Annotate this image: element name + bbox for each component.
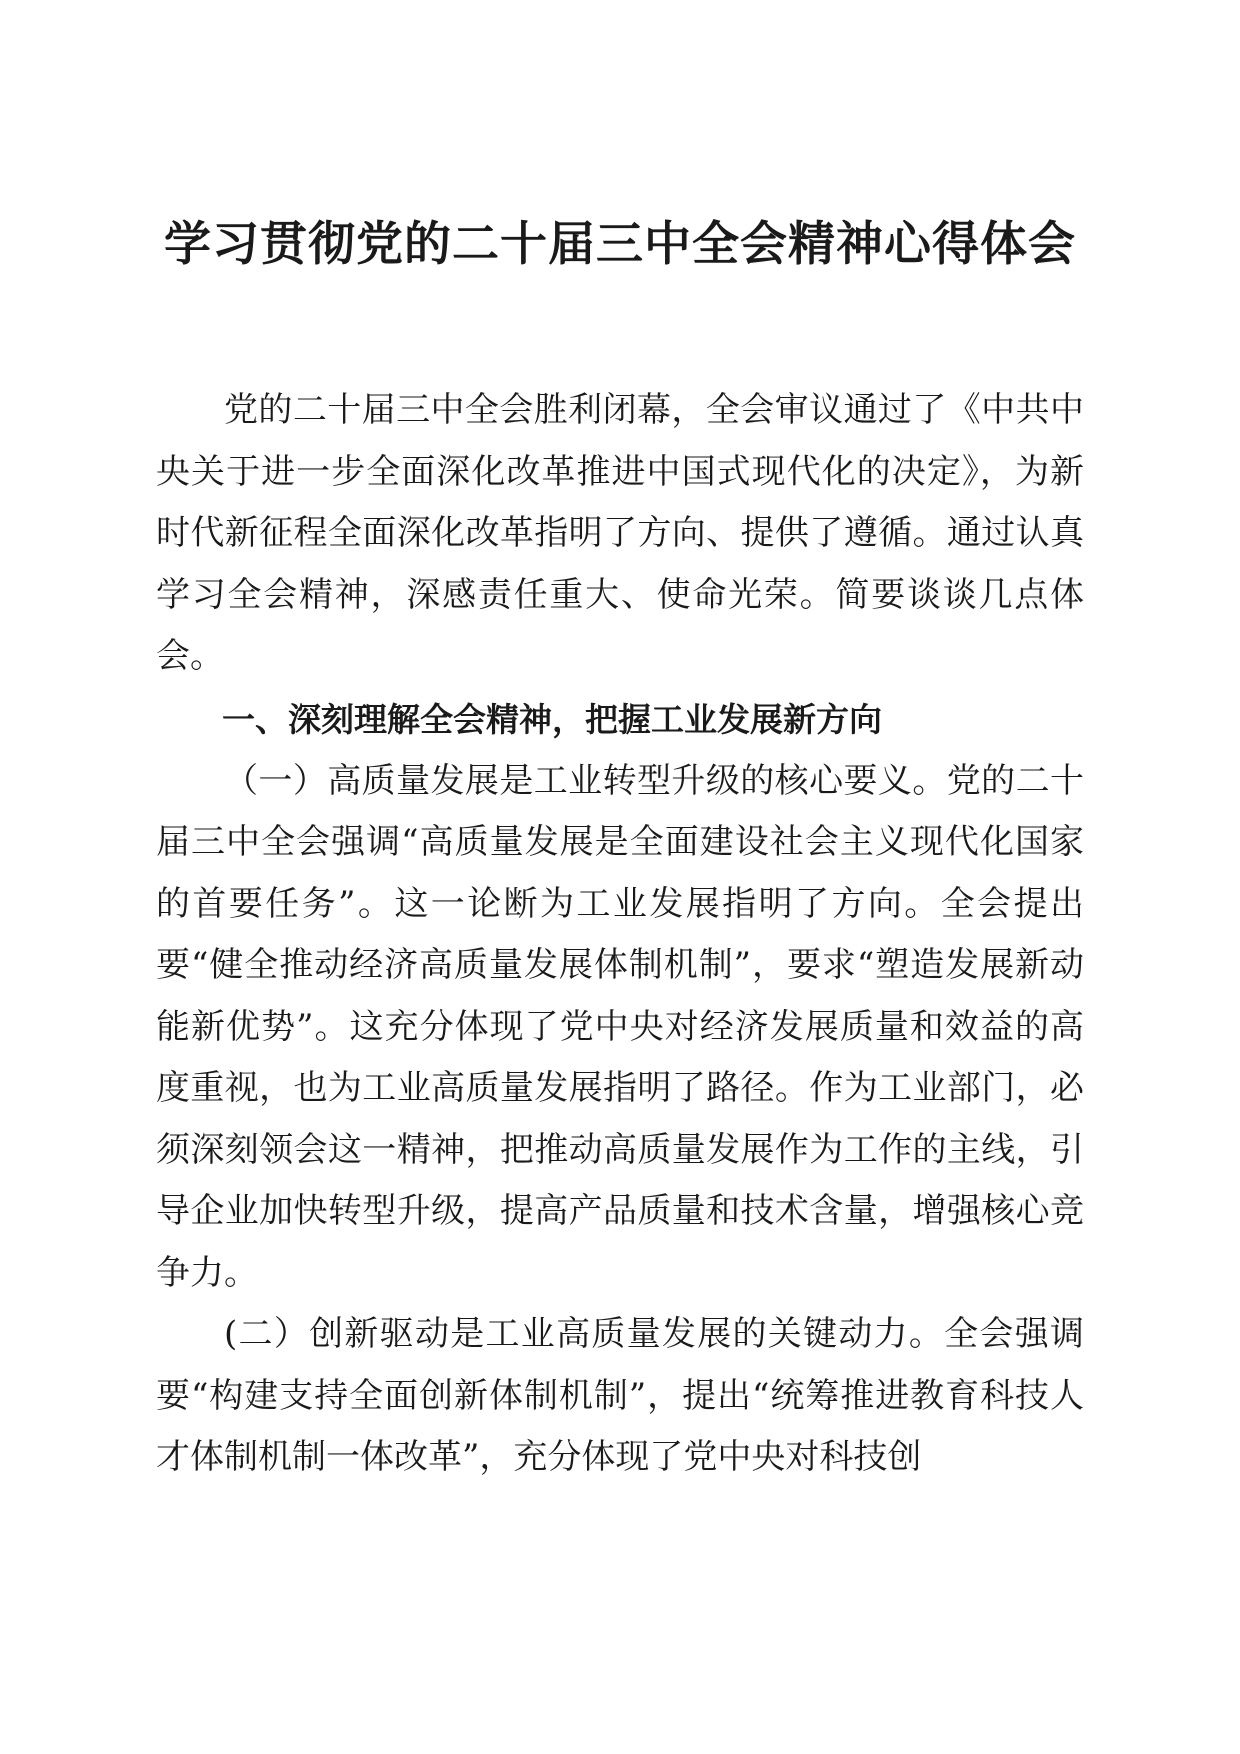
body-paragraph: （一）高质量发展是工业转型升级的核心要义。党的二十届三中全会强调“高质量发展是全面建设社会主义现代化国家的首要任务”。这一论断为工业发展指明了方向。全会提出要“健全推动经济高质量发展体制机制”，要求“塑造发展新动能新优势”。这充分体现了党中央对经济发展质量和效益的高度重视，也为工业高质量发展指明了路径。作为工业部门，必须深刻领会这一精神，把推动高质量发展作为工作的主线，引导企业加快转型升级，提高产品质量和技术含量，增强核心竞争力。 <box>156 760 1084 1293</box>
document-title: 学习贯彻党的二十届三中全会精神心得体会 <box>164 217 1076 272</box>
body-paragraph: (二）创新驱动是工业高质量发展的关键动力。全会强调要“构建支持全面创新体制机制”，提出“统筹推进教育科技人才体制机制一体改革”，充分体现了党中央对科技创 <box>156 1314 1084 1477</box>
document-body <box>156 380 1084 1489</box>
body-paragraph: 党的二十届三中全会胜利闭幕，全会审议通过了《中共中央关于进一步全面深化改革推进中国式现代化的决定》，为新时代新征程全面深化改革指明了方向、提供了遵循。通过认真学习全会精神，深感责任重大、使命光荣。简要谈谈几点体会。 <box>156 390 1084 676</box>
section-heading: 一、深刻理解全会精神，把握工业发展新方向 <box>222 699 882 739</box>
